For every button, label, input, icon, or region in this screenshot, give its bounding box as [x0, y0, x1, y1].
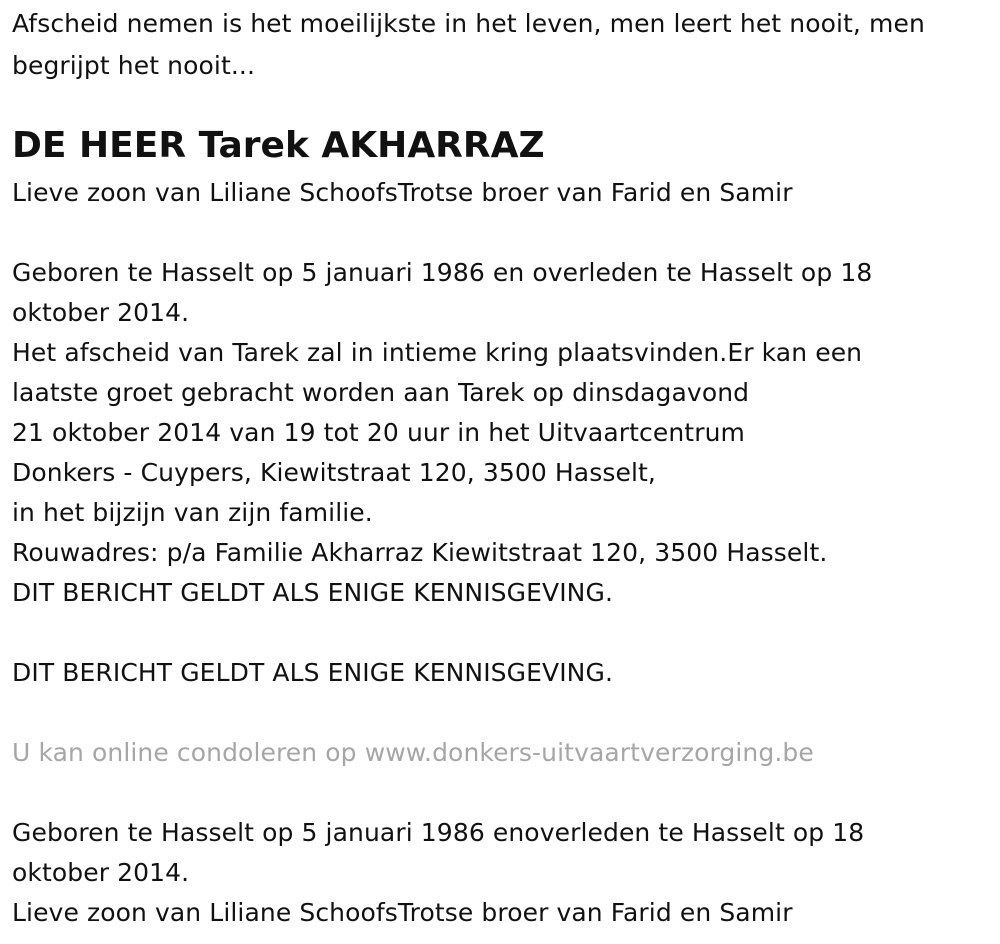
farewell-line-4: Donkers - Cuypers, Kiewitstraat 120, 3500 Hasselt,	[12, 458, 656, 487]
birth-line-2: oktober 2014.	[12, 298, 190, 327]
notice-line-2: DIT BERICHT GELDT ALS ENIGE KENNISGEVING.	[12, 658, 613, 687]
intro-line-1: Afscheid nemen is het moeilijkste in het leven, men leert het nooit, men	[12, 9, 925, 38]
birth-line-1: Geboren te Hasselt op 5 januari 1986 en overleden te Hasselt op 18	[12, 258, 873, 287]
intro-line-2: begrijpt het nooit...	[12, 51, 256, 80]
online-condolence-link[interactable]: U kan online condoleren op www.donkers-uitvaartverzorging.be	[12, 738, 814, 767]
deceased-name-title: DE HEER Tarek AKHARRAZ	[12, 125, 545, 166]
birth-repeat-line-2: oktober 2014.	[12, 858, 190, 887]
notice-line-1: DIT BERICHT GELDT ALS ENIGE KENNISGEVING.	[12, 578, 613, 607]
farewell-line-3: 21 oktober 2014 van 19 tot 20 uur in het Uitvaartcentrum	[12, 418, 745, 447]
birth-repeat-line-1: Geboren te Hasselt op 5 januari 1986 enoverleden te Hasselt op 18	[12, 818, 865, 847]
farewell-line-5: in het bijzijn van zijn familie.	[12, 498, 373, 527]
mourning-address: Rouwadres: p/a Familie Akharraz Kiewitstraat 120, 3500 Hasselt.	[12, 538, 828, 567]
farewell-line-1: Het afscheid van Tarek zal in intieme kring plaatsvinden.Er kan een	[12, 338, 863, 367]
family-repeat-line: Lieve zoon van Liliane SchoofsTrotse broer van Farid en Samir	[12, 898, 793, 927]
farewell-line-2: laatste groet gebracht worden aan Tarek op dinsdagavond	[12, 378, 750, 407]
family-line: Lieve zoon van Liliane SchoofsTrotse broer van Farid en Samir	[12, 178, 793, 207]
